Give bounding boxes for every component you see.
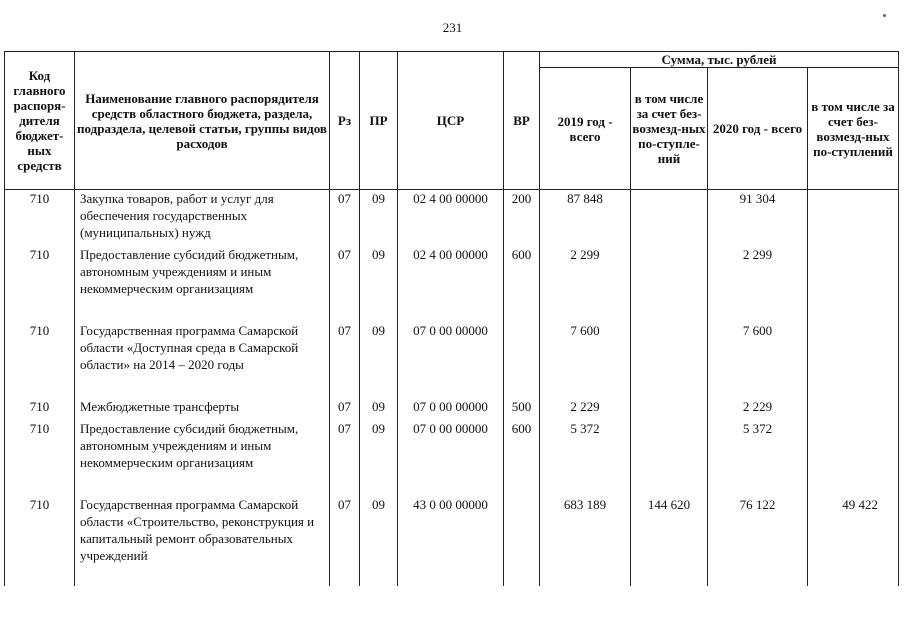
cell-vr: 600 — [504, 420, 540, 496]
cell-csr: 07 0 00 00000 — [398, 420, 504, 496]
cell-csr: 02 4 00 00000 — [398, 190, 504, 246]
budget-table — [4, 51, 899, 586]
header-2020-free: в том числе за счет без-возмезд-ных по-ступлений — [808, 68, 899, 190]
cell-pr: 09 — [360, 322, 398, 398]
cell-name: Государственная программа Самарской области «Строительство, реконструкция и капитальный ремонт образовательных учреждений — [75, 496, 330, 586]
table-row — [5, 190, 899, 246]
cell-2019-free: 144 620 — [631, 496, 708, 586]
cell-code: 710 — [5, 246, 75, 322]
cell-rz: 07 — [330, 496, 360, 586]
cell-code: 710 — [5, 420, 75, 496]
cell-2020-free — [808, 322, 899, 398]
header-pr: ПР — [360, 52, 398, 190]
cell-2020-total: 7 600 — [708, 322, 808, 398]
cell-csr: 02 4 00 00000 — [398, 246, 504, 322]
page-number: 231 — [442, 20, 463, 35]
scan-speck — [883, 14, 886, 17]
cell-vr: 200 — [504, 190, 540, 246]
cell-2019-free — [631, 420, 708, 496]
cell-2019-total: 7 600 — [540, 322, 631, 398]
header-csr: ЦСР — [398, 52, 504, 190]
cell-pr: 09 — [360, 190, 398, 246]
cell-2020-total: 2 299 — [708, 246, 808, 322]
cell-vr: 500 — [504, 398, 540, 420]
cell-2020-free: 49 422 — [808, 496, 899, 586]
cell-rz: 07 — [330, 190, 360, 246]
table-row — [5, 496, 899, 586]
cell-code: 710 — [5, 398, 75, 420]
header-vr: ВР — [504, 52, 540, 190]
cell-2019-total: 683 189 — [540, 496, 631, 586]
cell-csr: 07 0 00 00000 — [398, 398, 504, 420]
header-2019-total: 2019 год - всего — [540, 68, 631, 190]
cell-code: 710 — [5, 322, 75, 398]
cell-csr: 43 0 00 00000 — [398, 496, 504, 586]
cell-2020-free — [808, 398, 899, 420]
cell-pr: 09 — [360, 398, 398, 420]
cell-2019-total: 87 848 — [540, 190, 631, 246]
cell-2020-total: 2 229 — [708, 398, 808, 420]
cell-rz: 07 — [330, 420, 360, 496]
table-row — [5, 246, 899, 322]
table-row — [5, 398, 899, 420]
header-code: Код главного распоря-дителя бюджет-ных средств — [5, 52, 75, 190]
cell-pr: 09 — [360, 496, 398, 586]
cell-name: Закупка товаров, работ и услуг для обеспечения государственных (муниципальных) нужд — [75, 190, 330, 246]
cell-rz: 07 — [330, 398, 360, 420]
cell-2020-total: 76 122 — [708, 496, 808, 586]
header-2020-total: 2020 год - всего — [708, 68, 808, 190]
cell-2020-total: 91 304 — [708, 190, 808, 246]
cell-rz: 07 — [330, 322, 360, 398]
cell-name: Межбюджетные трансферты — [75, 398, 330, 420]
cell-2019-free — [631, 246, 708, 322]
cell-2019-free — [631, 398, 708, 420]
cell-2020-free — [808, 190, 899, 246]
cell-csr: 07 0 00 00000 — [398, 322, 504, 398]
cell-2019-total: 5 372 — [540, 420, 631, 496]
table-row — [5, 420, 899, 496]
cell-vr — [504, 496, 540, 586]
cell-code: 710 — [5, 496, 75, 586]
cell-vr: 600 — [504, 246, 540, 322]
cell-2020-free — [808, 420, 899, 496]
header-sum: Сумма, тыс. рублей — [540, 52, 899, 68]
cell-2019-total: 2 299 — [540, 246, 631, 322]
table-row — [5, 322, 899, 398]
cell-2020-total: 5 372 — [708, 420, 808, 496]
header-2019-free: в том числе за счет без-возмезд-ных по-ступле-ний — [631, 68, 708, 190]
header-name: Наименование главного распорядителя средств областного бюджета, раздела, подраздела, целевой статьи, группы видов расходов — [75, 52, 330, 190]
cell-rz: 07 — [330, 246, 360, 322]
cell-pr: 09 — [360, 246, 398, 322]
cell-2020-free — [808, 246, 899, 322]
cell-code: 710 — [5, 190, 75, 246]
cell-2019-total: 2 229 — [540, 398, 631, 420]
cell-pr: 09 — [360, 420, 398, 496]
cell-2019-free — [631, 322, 708, 398]
cell-2019-free — [631, 190, 708, 246]
cell-vr — [504, 322, 540, 398]
header-rz: Рз — [330, 52, 360, 190]
cell-name: Предоставление субсидий бюджетным, автономным учреждениям и иным некоммерческим организациям — [75, 246, 330, 322]
cell-name: Государственная программа Самарской области «Доступная среда в Самарской области» на 2014 – 2020 годы — [75, 322, 330, 398]
cell-name: Предоставление субсидий бюджетным, автономным учреждениям и иным некоммерческим организациям — [75, 420, 330, 496]
